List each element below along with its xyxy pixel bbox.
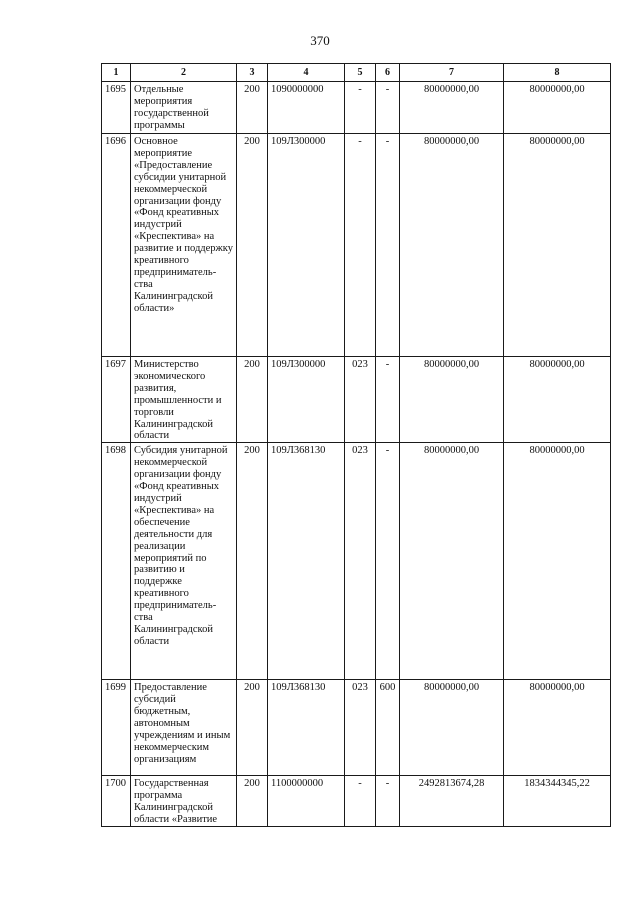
row-name: Основное мероприятие «Предоставление субсидии унитарной некоммерческой организации фонду «Фонд креативных индустрий «Креспектива» на развитие и поддержку креативного предприниматель-ства Калининградской области»: [131, 134, 237, 357]
column-header: 7: [400, 64, 504, 82]
row-sum-7: 80000000,00: [400, 443, 504, 680]
row-number: 1697: [102, 357, 131, 443]
column-header: 1: [102, 64, 131, 82]
row-code-4: 109Л368130: [268, 443, 345, 680]
row-number: 1699: [102, 680, 131, 776]
page-number: 370: [310, 33, 330, 48]
row-code-6: -: [376, 134, 400, 357]
row-name: Предоставление субсидий бюджетным, автономным учреждениям и иным некоммерческим организациям: [131, 680, 237, 776]
row-code-3: 200: [237, 82, 268, 134]
column-header: 8: [504, 64, 611, 82]
column-header: 6: [376, 64, 400, 82]
row-number: 1700: [102, 776, 131, 827]
row-code-3: 200: [237, 776, 268, 827]
row-code-5: -: [345, 134, 376, 357]
row-code-3: 200: [237, 443, 268, 680]
table-row: [102, 776, 611, 827]
column-header: 2: [131, 64, 237, 82]
row-code-3: 200: [237, 680, 268, 776]
table-row: [102, 357, 611, 443]
row-sum-7: 80000000,00: [400, 357, 504, 443]
row-sum-7: 80000000,00: [400, 82, 504, 134]
row-code-5: 023: [345, 443, 376, 680]
row-sum-7: 80000000,00: [400, 680, 504, 776]
row-code-5: -: [345, 82, 376, 134]
row-code-4: 1100000000: [268, 776, 345, 827]
row-code-6: -: [376, 357, 400, 443]
row-code-5: -: [345, 776, 376, 827]
row-code-6: -: [376, 776, 400, 827]
row-code-3: 200: [237, 357, 268, 443]
table-row: [102, 134, 611, 357]
budget-table: [101, 63, 611, 827]
row-code-4: 1090000000: [268, 82, 345, 134]
row-code-6: -: [376, 443, 400, 680]
row-sum-7: 80000000,00: [400, 134, 504, 357]
row-code-5: 023: [345, 357, 376, 443]
table-row: [102, 443, 611, 680]
row-sum-8: 1834344345,22: [504, 776, 611, 827]
row-sum-8: 80000000,00: [504, 443, 611, 680]
table-row: [102, 82, 611, 134]
row-name: Государственная программа Калининградской области «Развитие: [131, 776, 237, 827]
table-row: [102, 680, 611, 776]
row-sum-8: 80000000,00: [504, 134, 611, 357]
row-code-6: 600: [376, 680, 400, 776]
row-sum-8: 80000000,00: [504, 357, 611, 443]
row-number: 1698: [102, 443, 131, 680]
row-code-5: 023: [345, 680, 376, 776]
row-name: Министерство экономического развития, промышленности и торговли Калининградской области: [131, 357, 237, 443]
column-header: 3: [237, 64, 268, 82]
row-sum-8: 80000000,00: [504, 680, 611, 776]
row-code-4: 109Л300000: [268, 134, 345, 357]
row-name: Субсидия унитарной некоммерческой организации фонду «Фонд креативных индустрий «Креспектива» на обеспечение деятельности для реализации мероприятий по развитию и поддержке креативного предприниматель-ства Калининградской области: [131, 443, 237, 680]
row-sum-8: 80000000,00: [504, 82, 611, 134]
row-code-4: 109Л300000: [268, 357, 345, 443]
column-header: 5: [345, 64, 376, 82]
row-number: 1695: [102, 82, 131, 134]
column-header: 4: [268, 64, 345, 82]
row-code-3: 200: [237, 134, 268, 357]
row-number: 1696: [102, 134, 131, 357]
row-sum-7: 2492813674,28: [400, 776, 504, 827]
row-code-6: -: [376, 82, 400, 134]
row-name: Отдельные мероприятия государственной программы: [131, 82, 237, 134]
row-code-4: 109Л368130: [268, 680, 345, 776]
table-header-row: [102, 64, 611, 82]
